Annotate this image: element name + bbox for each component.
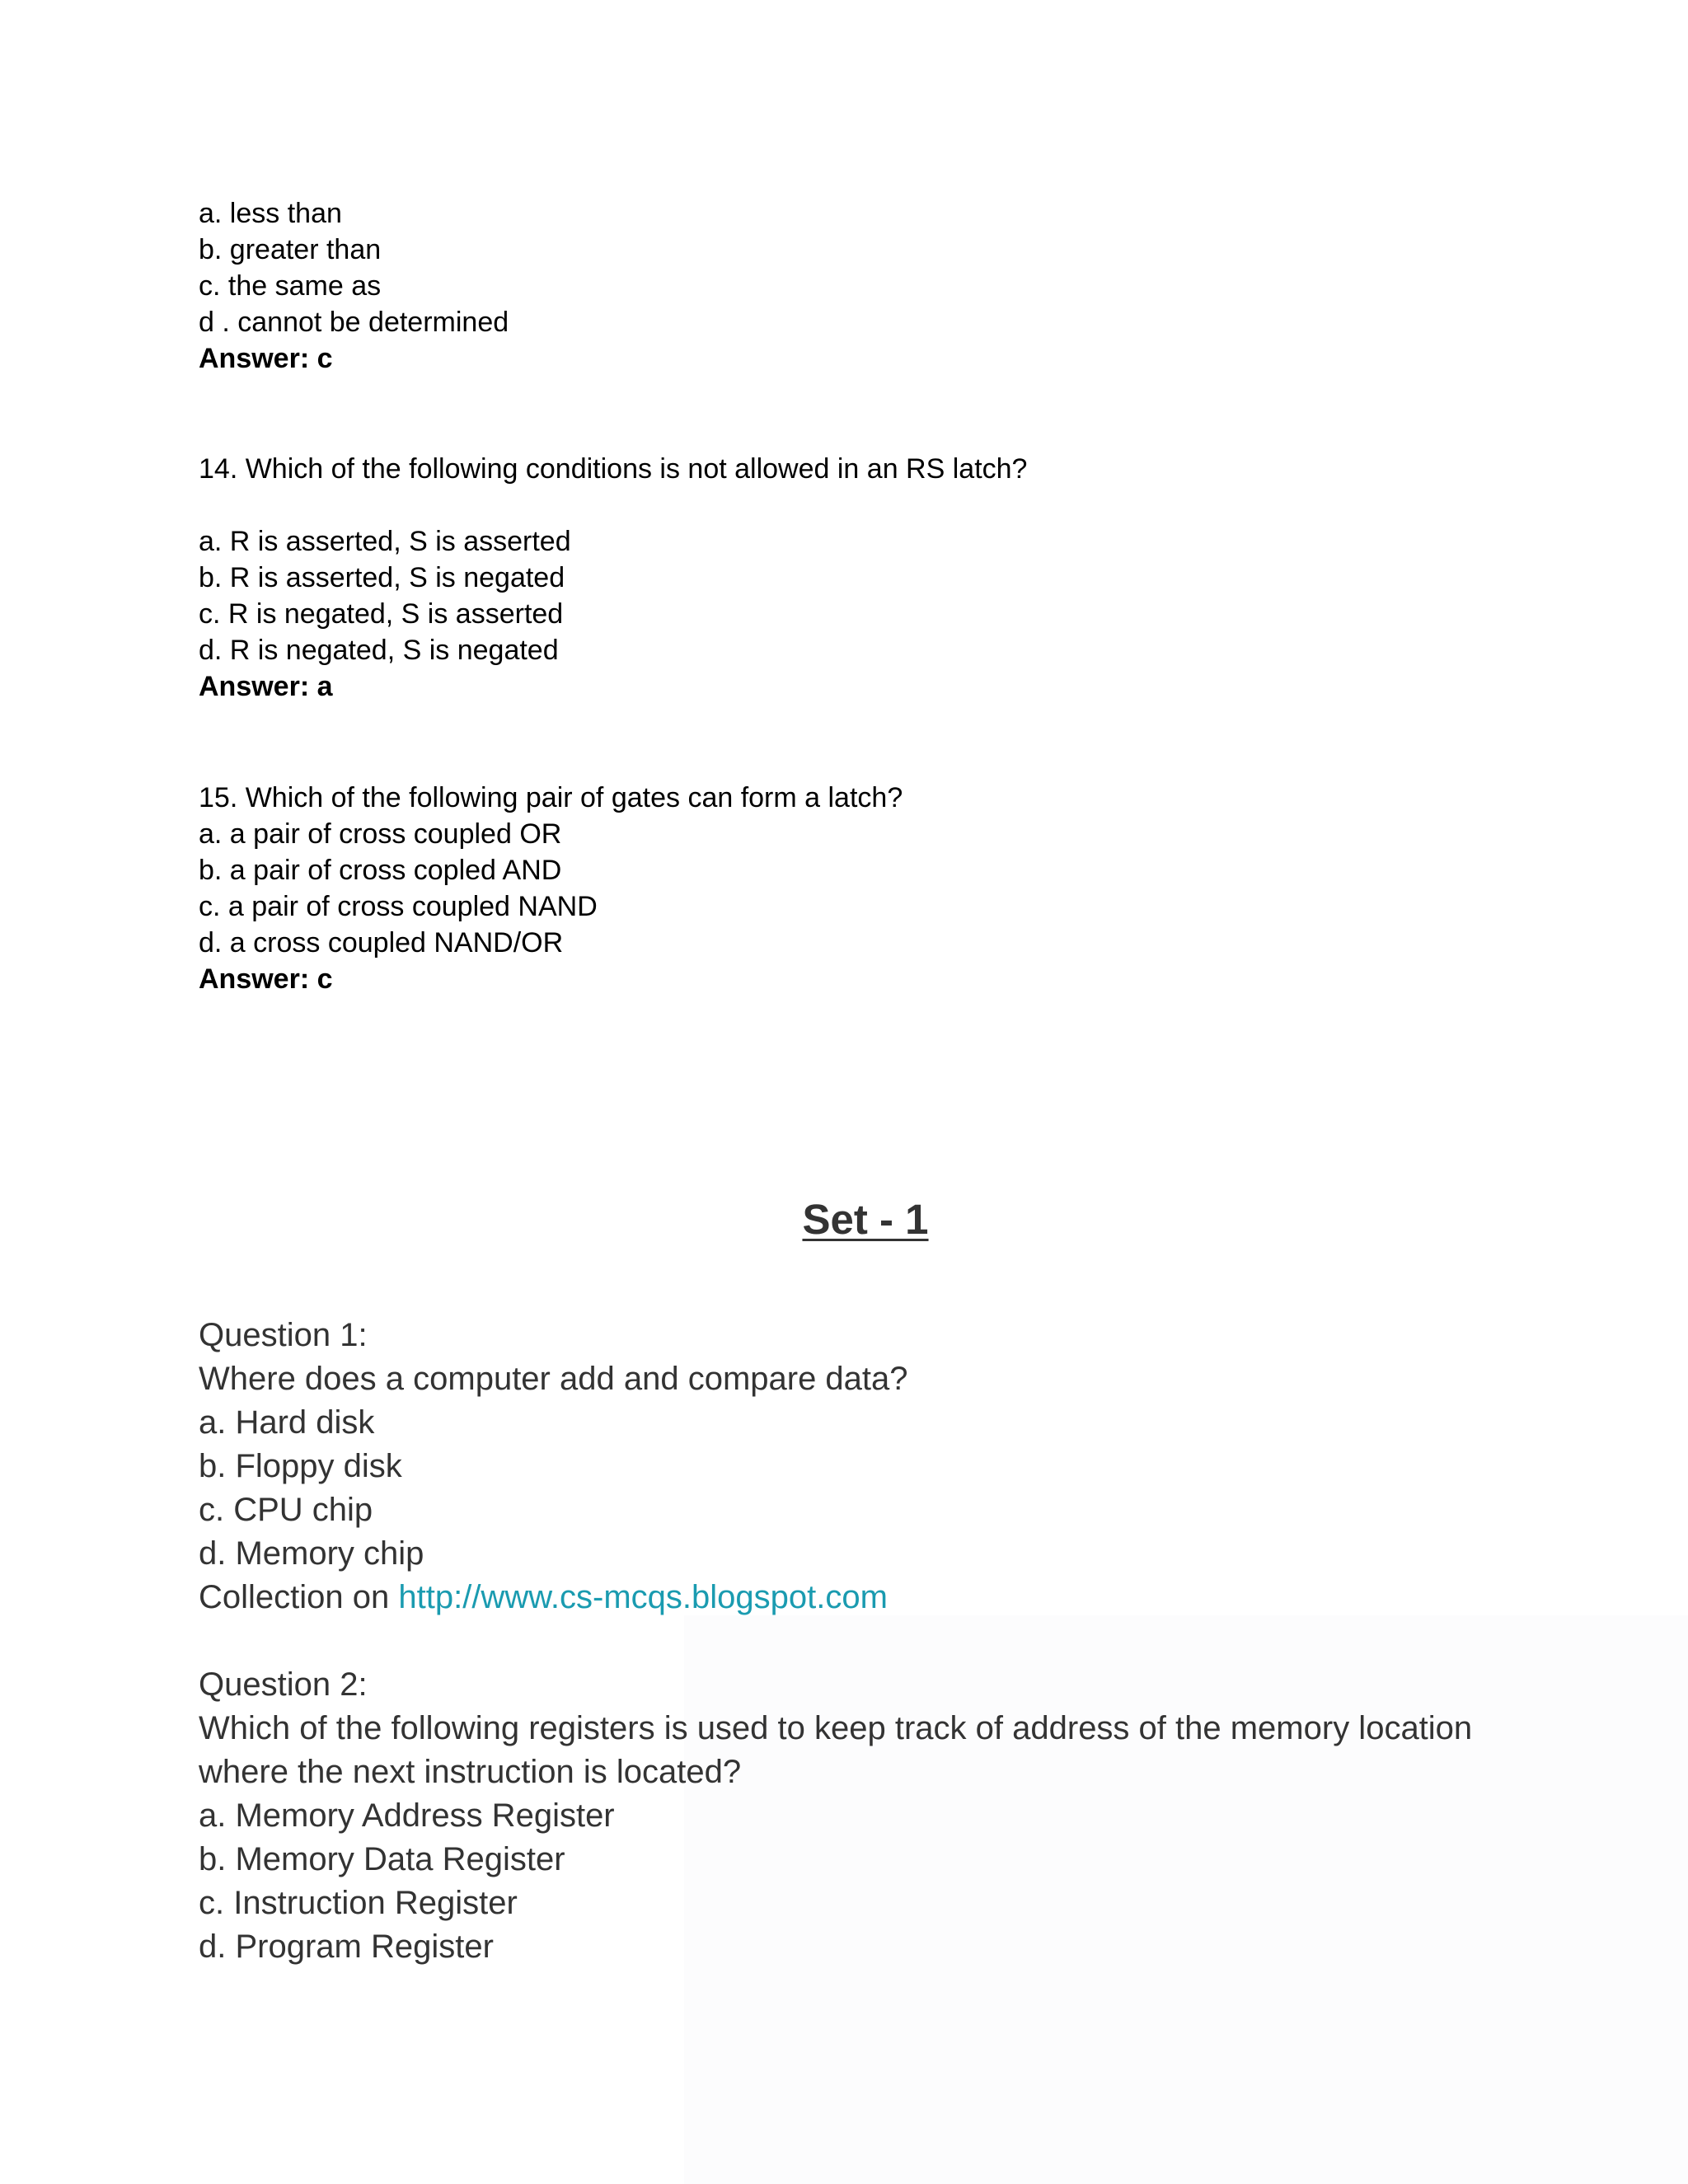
set1-q2-option-a: a. Memory Address Register (199, 1797, 615, 1834)
collection-link[interactable]: http://www.cs-mcqs.blogspot.com (398, 1579, 888, 1615)
q14-option-c: c. R is negated, S is asserted (199, 598, 564, 630)
set1-question2-block (199, 1663, 1472, 1969)
set1-q2-option-c: c. Instruction Register (199, 1885, 518, 1921)
set1-q1-option-d: d. Memory chip (199, 1535, 424, 1572)
q13-block (199, 195, 509, 377)
q13-option-a: a. less than (199, 198, 342, 229)
q14-option-d: d. R is negated, S is negated (199, 635, 559, 666)
set1-q1-text: Where does a computer add and compare data? (199, 1361, 908, 1397)
q15-answer: Answer: c (199, 963, 333, 995)
set1-q2-text-line1: Which of the following registers is used to keep track of address of the memory location (199, 1710, 1473, 1746)
set1-q2-option-b: b. Memory Data Register (199, 1841, 565, 1877)
collection-prefix: Collection on (199, 1579, 399, 1615)
q15-option-b: b. a pair of cross copled AND (199, 855, 562, 886)
q14-block (199, 451, 1027, 705)
q14-option-b: b. R is asserted, S is negated (199, 562, 565, 593)
q14-spacer (199, 487, 1027, 523)
q14-answer: Answer: a (199, 671, 333, 702)
collection-line (199, 1576, 908, 1619)
set1-q1-option-a: a. Hard disk (199, 1404, 375, 1441)
q14-question: 14. Which of the following conditions is not allowed in an RS latch? (199, 453, 1028, 485)
q13-option-b: b. greater than (199, 234, 382, 265)
q15-question: 15. Which of the following pair of gates can form a latch? (199, 782, 903, 813)
set1-question1-block (199, 1314, 908, 1619)
q15-option-d: d. a cross coupled NAND/OR (199, 927, 564, 958)
set1-q1-option-b: b. Floppy disk (199, 1448, 402, 1484)
set-title: Set - 1 (802, 1196, 929, 1243)
q15-option-c: c. a pair of cross coupled NAND (199, 891, 598, 922)
q15-option-a: a. a pair of cross coupled OR (199, 818, 562, 850)
q13-answer: Answer: c (199, 343, 333, 374)
set1-q1-label: Question 1: (199, 1317, 368, 1353)
q15-block (199, 780, 903, 997)
set1-q2-option-d: d. Program Register (199, 1929, 494, 1965)
set1-q2-text-line2: where the next instruction is located? (199, 1754, 742, 1790)
q14-option-a: a. R is asserted, S is asserted (199, 526, 571, 557)
q13-option-c: c. the same as (199, 270, 382, 302)
set1-q1-option-c: c. CPU chip (199, 1492, 373, 1528)
set1-q2-label: Question 2: (199, 1666, 368, 1703)
q13-option-d: d . cannot be determined (199, 307, 509, 338)
